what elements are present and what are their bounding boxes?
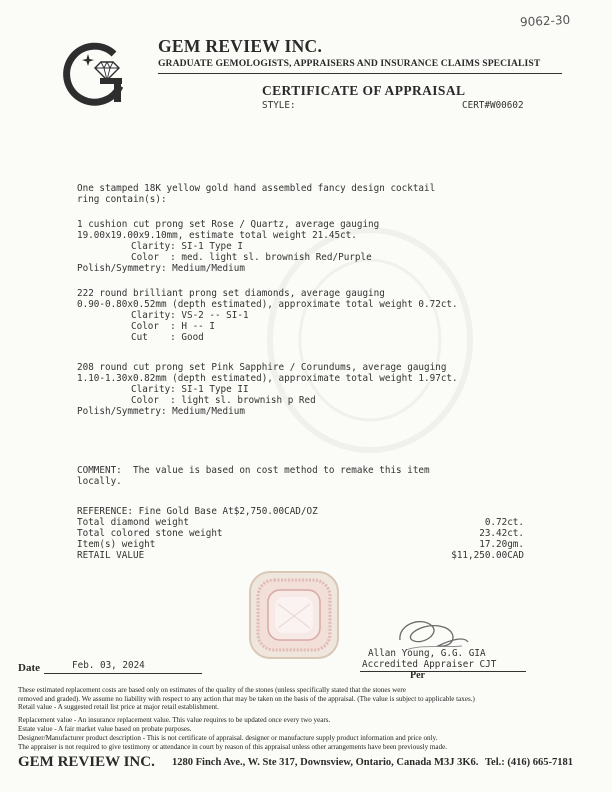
summary-value-weight: 17.20gm.: [479, 539, 524, 550]
stone1-description: 1 cushion cut prong set Rose / Quartz, average gauging: [77, 219, 380, 230]
stone3-clarity: Clarity: SI-1 Type II: [131, 384, 249, 395]
stone2-clarity: Clarity: VS-2 -- SI-1: [131, 310, 249, 321]
stone1-clarity: Clarity: SI-1 Type I: [131, 241, 243, 252]
footer-company-name: GEM REVIEW INC.: [18, 754, 155, 770]
summary-value-diamond: 0.72ct.: [484, 517, 524, 528]
comment-line-1: COMMENT: The value is based on cost method to remake this item: [77, 465, 430, 476]
disclaimer-line-2: removed and graded). We assume no liability with respect to any action that may be taken on the basis of the appraisal. (The value is subject to applicable taxes.): [18, 694, 475, 703]
comment-line-2: locally.: [77, 476, 122, 487]
stone2-color: Color : H -- I: [131, 321, 215, 332]
company-name: GEM REVIEW INC.: [158, 36, 323, 56]
header-rule: [158, 73, 562, 74]
summary-label-diamond: Total diamond weight: [77, 517, 189, 528]
summary-value-colored: 23.42ct.: [479, 528, 524, 539]
stone2-description: 222 round brilliant prong set diamonds, average gauging: [77, 288, 385, 299]
summary-label-weight: Item(s) weight: [77, 539, 156, 550]
stone2-measurements: 0.90-0.80x0.52mm (depth estimated), approximate total weight 0.72ct.: [77, 299, 458, 310]
disclaimer-line-6: Designer/Manufacturer product description - This is not certificate of appraisal. designer or manufacture supply product information and price only.: [18, 734, 438, 742]
summary-value-retail: $11,250.00CAD: [451, 550, 524, 561]
disclaimer-line-5: Estate value - A fair market value based on probate purposes.: [18, 725, 192, 733]
per-label: Per: [410, 670, 425, 681]
disclaimer-line-3: Retail value - A suggested retail list price at major retail establishment.: [18, 703, 219, 712]
stone2-cut: Cut : Good: [131, 332, 204, 343]
reference-line: REFERENCE: Fine Gold Base At$2,750.00CAD/OZ: [77, 506, 318, 517]
stone1-color: Color : med. light sl. brownish Red/Purple: [131, 252, 372, 263]
disclaimer-line-4: Replacement value - An insurance replacement value. This value requires to be updated once every two years.: [18, 716, 331, 724]
footer-telephone: Tel.: (416) 665-7181: [485, 757, 573, 768]
document-title: CERTIFICATE OF APPRAISAL: [262, 83, 466, 98]
ring-photo: [248, 570, 340, 660]
date-value: Feb. 03, 2024: [72, 660, 145, 671]
intro-line-2: ring contain(s):: [77, 194, 167, 205]
disclaimer-line-7: The appraiser is not required to give testimony or attendance in court by reason of this appraisal unless other arrangements have been previously made.: [18, 743, 448, 751]
stone3-measurements: 1.10-1.30x0.82mm (depth estimated), approximate total weight 1.97ct.: [77, 373, 458, 384]
stone3-polish: Polish/Symmetry: Medium/Medium: [77, 406, 245, 417]
cert-number: CERT#W00602: [462, 100, 524, 111]
stone1-measurements: 19.00x19.00x9.10mm, estimate total weight 21.45ct.: [77, 230, 357, 241]
stone3-description: 208 round cut prong set Pink Sapphire / Corundums, average gauging: [77, 362, 447, 373]
intro-line-1: One stamped 18K yellow gold hand assembled fancy design cocktail: [77, 183, 436, 194]
summary-label-retail: RETAIL VALUE: [77, 550, 145, 561]
stone3-color: Color : light sl. brownish p Red: [131, 395, 316, 406]
date-rule: [44, 673, 202, 674]
handwritten-reference: 9062-30: [519, 12, 571, 30]
gem-review-logo-icon: [62, 42, 132, 112]
appraiser-name: Allan Young, G.G. GIA: [368, 648, 486, 659]
summary-label-colored: Total colored stone weight: [77, 528, 223, 539]
company-tagline: GRADUATE GEMOLOGISTS, APPRAISERS AND INSURANCE CLAIMS SPECIALIST: [158, 58, 541, 69]
date-label: Date: [18, 662, 40, 674]
style-label: STYLE:: [262, 100, 296, 111]
appraiser-title: Accredited Appraiser CJT: [362, 659, 497, 670]
stone1-polish: Polish/Symmetry: Medium/Medium: [77, 263, 245, 274]
disclaimer-line-1: These estimated replacement costs are based only on estimates of the quality of the stones (unless specifically stated that the stones were: [18, 686, 406, 694]
footer-address: 1280 Finch Ave., W. Ste 317, Downsview, Ontario, Canada M3J 3K6.: [172, 757, 479, 768]
signature-rule: [360, 671, 526, 672]
